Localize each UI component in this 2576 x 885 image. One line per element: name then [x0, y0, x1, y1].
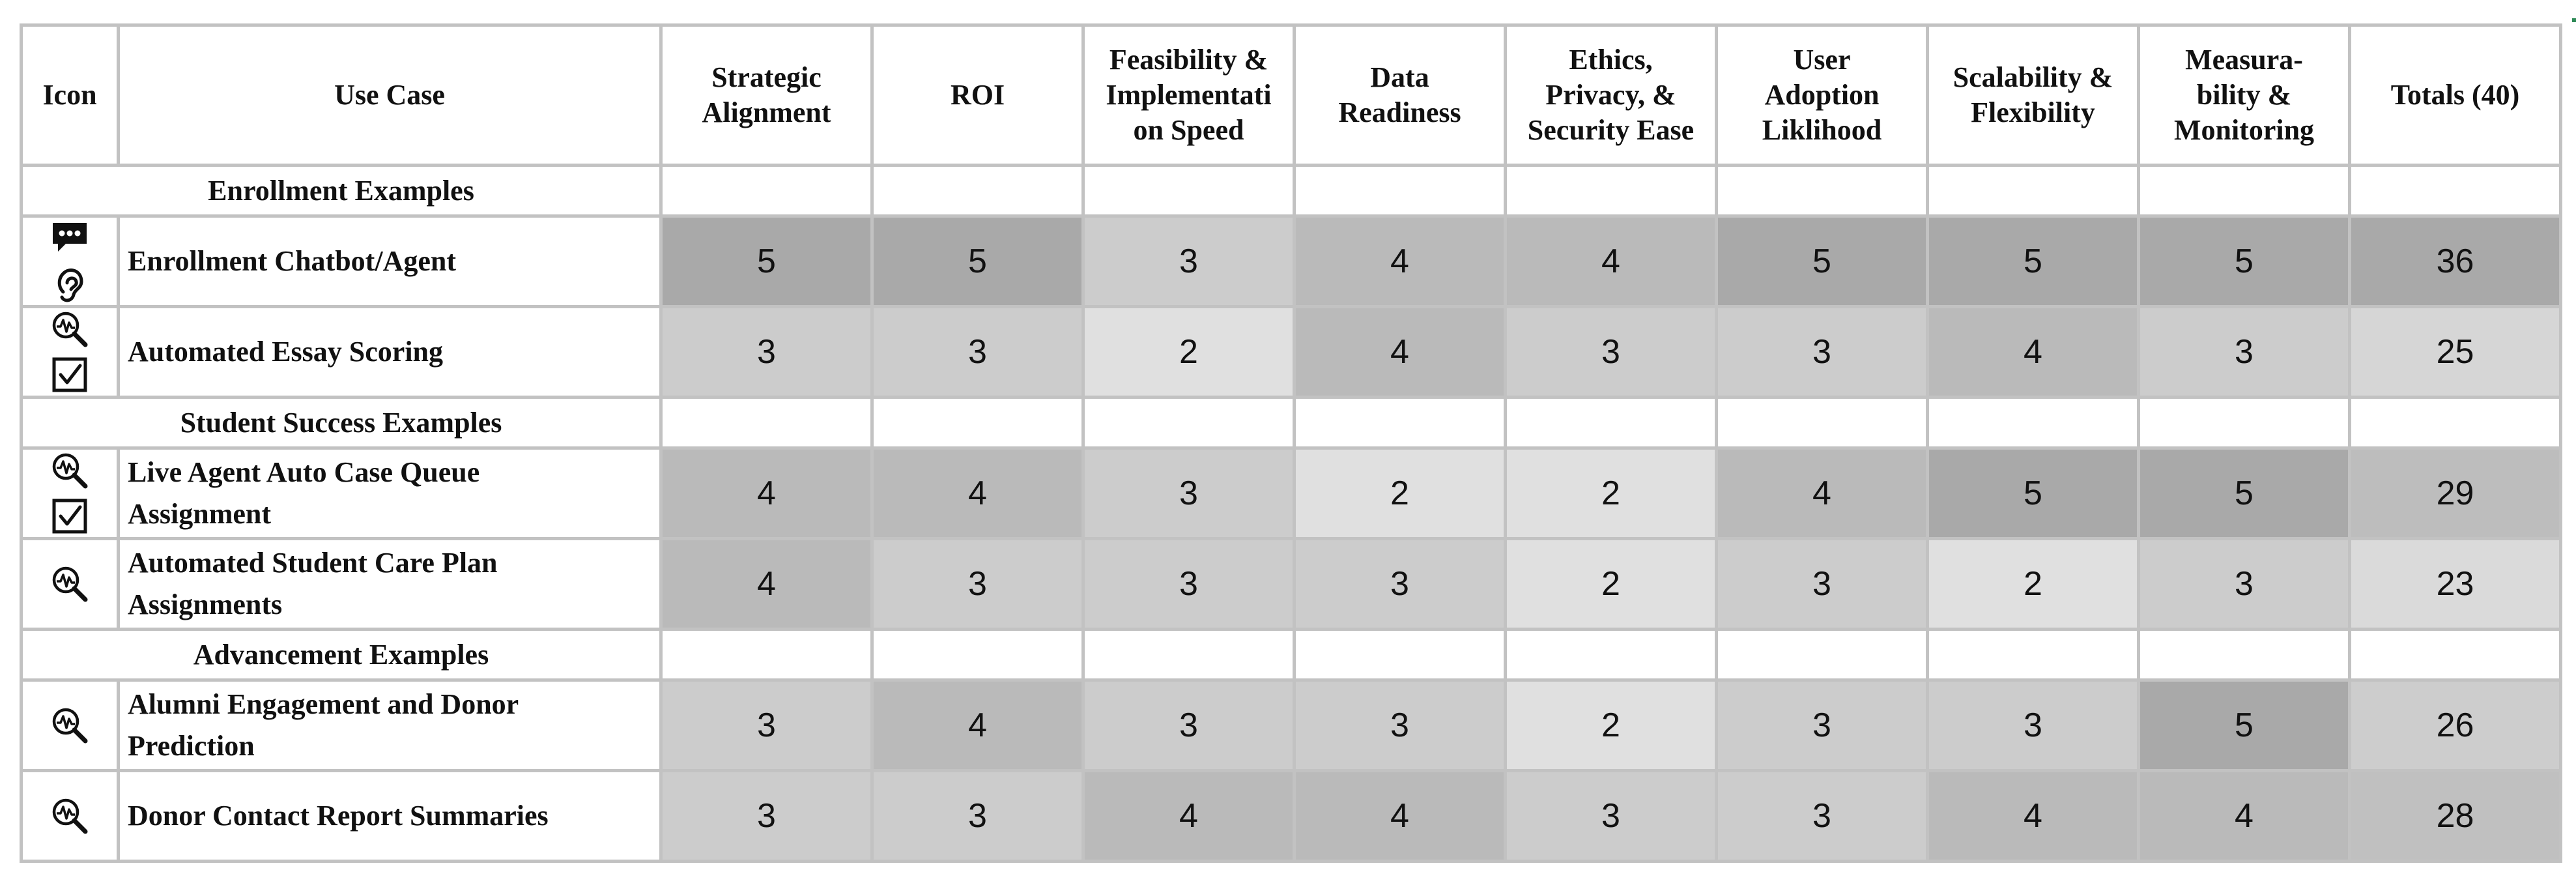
use-case-name-line: Assignments [128, 588, 283, 620]
section-empty-cell [1506, 630, 1717, 680]
score-totals: 25 [2350, 307, 2561, 398]
magnifier-waveform-icon [49, 795, 91, 837]
score-ethics-privacy-security: 3 [1506, 307, 1717, 398]
score-totals: 36 [2350, 216, 2561, 307]
header-roi-line: ROI [950, 78, 1005, 111]
score-strategic-alignment: 4 [661, 539, 872, 630]
score-roi: 3 [872, 307, 1083, 398]
row-icon-cell [21, 680, 119, 771]
use-case-name [119, 448, 661, 539]
header-totals [2350, 25, 2561, 166]
score-feasibility: 4 [1083, 771, 1295, 862]
score-totals: 26 [2350, 680, 2561, 771]
table-row [21, 771, 2561, 862]
header-feasibility [1083, 25, 1295, 166]
cell-selection-marker [2572, 18, 2576, 22]
use-case-name [119, 307, 661, 398]
row-icons [23, 450, 117, 537]
magnifier-waveform-icon [49, 450, 91, 491]
row-icon-cell [21, 539, 119, 630]
score-strategic-alignment: 3 [661, 680, 872, 771]
score-strategic-alignment: 4 [661, 448, 872, 539]
section-empty-cell [1506, 166, 1717, 216]
score-measurability-monitoring: 5 [2139, 216, 2350, 307]
score-data-readiness: 4 [1295, 771, 1506, 862]
header-row [21, 25, 2561, 166]
score-ethics-privacy-security: 2 [1506, 448, 1717, 539]
score-measurability-monitoring: 4 [2139, 771, 2350, 862]
magnifier-waveform-icon [49, 704, 91, 746]
section-empty-cell [872, 166, 1083, 216]
section-empty-cell [1295, 166, 1506, 216]
use-case-name [119, 771, 661, 862]
section-empty-cell [1717, 630, 1928, 680]
score-data-readiness: 3 [1295, 680, 1506, 771]
header-data-readiness [1295, 25, 1506, 166]
header-measurability-monitoring-line: Measura- [2185, 43, 2303, 76]
section-label: Student Success Examples [21, 398, 661, 448]
ear-icon [49, 263, 91, 305]
table-row [21, 216, 2561, 307]
use-case-name [119, 216, 661, 307]
section-empty-cell [872, 630, 1083, 680]
section-row [21, 630, 2561, 680]
score-ethics-privacy-security: 2 [1506, 539, 1717, 630]
score-strategic-alignment: 3 [661, 771, 872, 862]
section-empty-cell [872, 398, 1083, 448]
section-empty-cell [2139, 398, 2350, 448]
use-case-name [119, 680, 661, 771]
header-strategic-alignment [661, 25, 872, 166]
score-user-adoption: 3 [1717, 539, 1928, 630]
score-scalability-flexibility: 4 [1928, 307, 2139, 398]
section-empty-cell [1295, 398, 1506, 448]
header-ethics-privacy-security-line: Security Ease [1527, 114, 1695, 147]
header-measurability-monitoring-line: bility & [2196, 78, 2292, 111]
score-totals: 29 [2350, 448, 2561, 539]
section-label: Enrollment Examples [21, 166, 661, 216]
score-ethics-privacy-security: 4 [1506, 216, 1717, 307]
score-measurability-monitoring: 5 [2139, 448, 2350, 539]
chat-bubble-icon [49, 218, 91, 259]
score-measurability-monitoring: 3 [2139, 307, 2350, 398]
use-case-name [119, 539, 661, 630]
header-user-adoption-line: User [1793, 43, 1851, 76]
use-case-name-line: Automated Student Care Plan [128, 547, 498, 579]
header-use-case [119, 25, 661, 166]
header-icon [21, 25, 119, 166]
section-empty-cell [1083, 166, 1295, 216]
use-case-name-line: Alumni Engagement and Donor [128, 688, 519, 721]
section-empty-cell [1506, 398, 1717, 448]
score-data-readiness: 3 [1295, 539, 1506, 630]
header-data-readiness-line: Readiness [1338, 96, 1461, 128]
checkbox-icon [49, 495, 91, 537]
table-row [21, 539, 2561, 630]
use-case-name-line: Assignment [128, 498, 272, 530]
header-user-adoption [1717, 25, 1928, 166]
section-empty-cell [1717, 398, 1928, 448]
table-row [21, 307, 2561, 398]
checkbox-icon [49, 354, 91, 396]
row-icons [23, 795, 117, 837]
score-user-adoption: 3 [1717, 307, 1928, 398]
score-roi: 4 [872, 680, 1083, 771]
header-scalability-flexibility-line: Flexibility [1971, 96, 2095, 128]
header-measurability-monitoring [2139, 25, 2350, 166]
row-icons [23, 308, 117, 396]
header-scalability-flexibility [1928, 25, 2139, 166]
header-strategic-alignment-line: Strategic [711, 61, 822, 93]
score-feasibility: 3 [1083, 216, 1295, 307]
header-feasibility-line: Feasibility & [1109, 43, 1268, 76]
header-roi [872, 25, 1083, 166]
score-data-readiness: 2 [1295, 448, 1506, 539]
use-case-scoring-table [20, 23, 2562, 863]
score-scalability-flexibility: 4 [1928, 771, 2139, 862]
use-case-name-line: Live Agent Auto Case Queue [128, 456, 480, 489]
score-data-readiness: 4 [1295, 216, 1506, 307]
header-user-adoption-line: Liklihood [1762, 114, 1882, 147]
header-scalability-flexibility-line: Scalability & [1953, 61, 2113, 93]
score-roi: 5 [872, 216, 1083, 307]
score-totals: 23 [2350, 539, 2561, 630]
section-empty-cell [661, 166, 872, 216]
header-ethics-privacy-security-line: Privacy, & [1545, 78, 1676, 111]
row-icon-cell [21, 448, 119, 539]
score-user-adoption: 3 [1717, 771, 1928, 862]
score-user-adoption: 4 [1717, 448, 1928, 539]
row-icons [23, 218, 117, 305]
header-user-adoption-line: Adoption [1764, 78, 1880, 111]
section-row [21, 166, 2561, 216]
header-feasibility-line: Implementati [1106, 78, 1272, 111]
header-measurability-monitoring-line: Monitoring [2173, 114, 2315, 147]
score-measurability-monitoring: 3 [2139, 539, 2350, 630]
table-row [21, 448, 2561, 539]
score-data-readiness: 4 [1295, 307, 1506, 398]
score-feasibility: 3 [1083, 680, 1295, 771]
section-empty-cell [1928, 630, 2139, 680]
header-use-case-label: Use Case [334, 78, 445, 111]
score-strategic-alignment: 3 [661, 307, 872, 398]
score-strategic-alignment: 5 [661, 216, 872, 307]
row-icons [23, 563, 117, 605]
magnifier-waveform-icon [49, 563, 91, 605]
section-empty-cell [1717, 166, 1928, 216]
section-empty-cell [1083, 630, 1295, 680]
use-case-name-line: Enrollment Chatbot/Agent [128, 245, 456, 278]
section-label: Advancement Examples [21, 630, 661, 680]
score-scalability-flexibility: 5 [1928, 448, 2139, 539]
section-empty-cell [661, 630, 872, 680]
score-feasibility: 2 [1083, 307, 1295, 398]
use-case-name-line: Prediction [128, 730, 255, 762]
score-scalability-flexibility: 3 [1928, 680, 2139, 771]
score-ethics-privacy-security: 3 [1506, 771, 1717, 862]
section-empty-cell [1295, 630, 1506, 680]
score-measurability-monitoring: 5 [2139, 680, 2350, 771]
row-icon-cell [21, 307, 119, 398]
header-icon-label: Icon [42, 78, 97, 111]
row-icon-cell [21, 771, 119, 862]
score-roi: 3 [872, 771, 1083, 862]
score-scalability-flexibility: 2 [1928, 539, 2139, 630]
header-data-readiness-line: Data [1370, 61, 1429, 93]
score-feasibility: 3 [1083, 448, 1295, 539]
score-user-adoption: 3 [1717, 680, 1928, 771]
header-ethics-privacy-security [1506, 25, 1717, 166]
section-empty-cell [2350, 166, 2561, 216]
score-totals: 28 [2350, 771, 2561, 862]
use-case-name-line: Donor Contact Report Summaries [128, 800, 549, 832]
section-empty-cell [1083, 398, 1295, 448]
score-user-adoption: 5 [1717, 216, 1928, 307]
use-case-name-line: Automated Essay Scoring [128, 336, 444, 368]
section-empty-cell [1928, 166, 2139, 216]
table-row [21, 680, 2561, 771]
score-ethics-privacy-security: 2 [1506, 680, 1717, 771]
section-empty-cell [2139, 166, 2350, 216]
score-scalability-flexibility: 5 [1928, 216, 2139, 307]
row-icon-cell [21, 216, 119, 307]
section-empty-cell [661, 398, 872, 448]
header-feasibility-line: on Speed [1133, 114, 1244, 147]
section-empty-cell [2350, 398, 2561, 448]
header-ethics-privacy-security-line: Ethics, [1569, 43, 1653, 76]
score-roi: 4 [872, 448, 1083, 539]
row-icons [23, 704, 117, 746]
section-empty-cell [2139, 630, 2350, 680]
score-feasibility: 3 [1083, 539, 1295, 630]
header-strategic-alignment-line: Alignment [702, 96, 831, 128]
section-empty-cell [1928, 398, 2139, 448]
header-totals-line: Totals (40) [2390, 78, 2520, 111]
section-row [21, 398, 2561, 448]
section-empty-cell [2350, 630, 2561, 680]
magnifier-waveform-icon [49, 308, 91, 350]
score-roi: 3 [872, 539, 1083, 630]
